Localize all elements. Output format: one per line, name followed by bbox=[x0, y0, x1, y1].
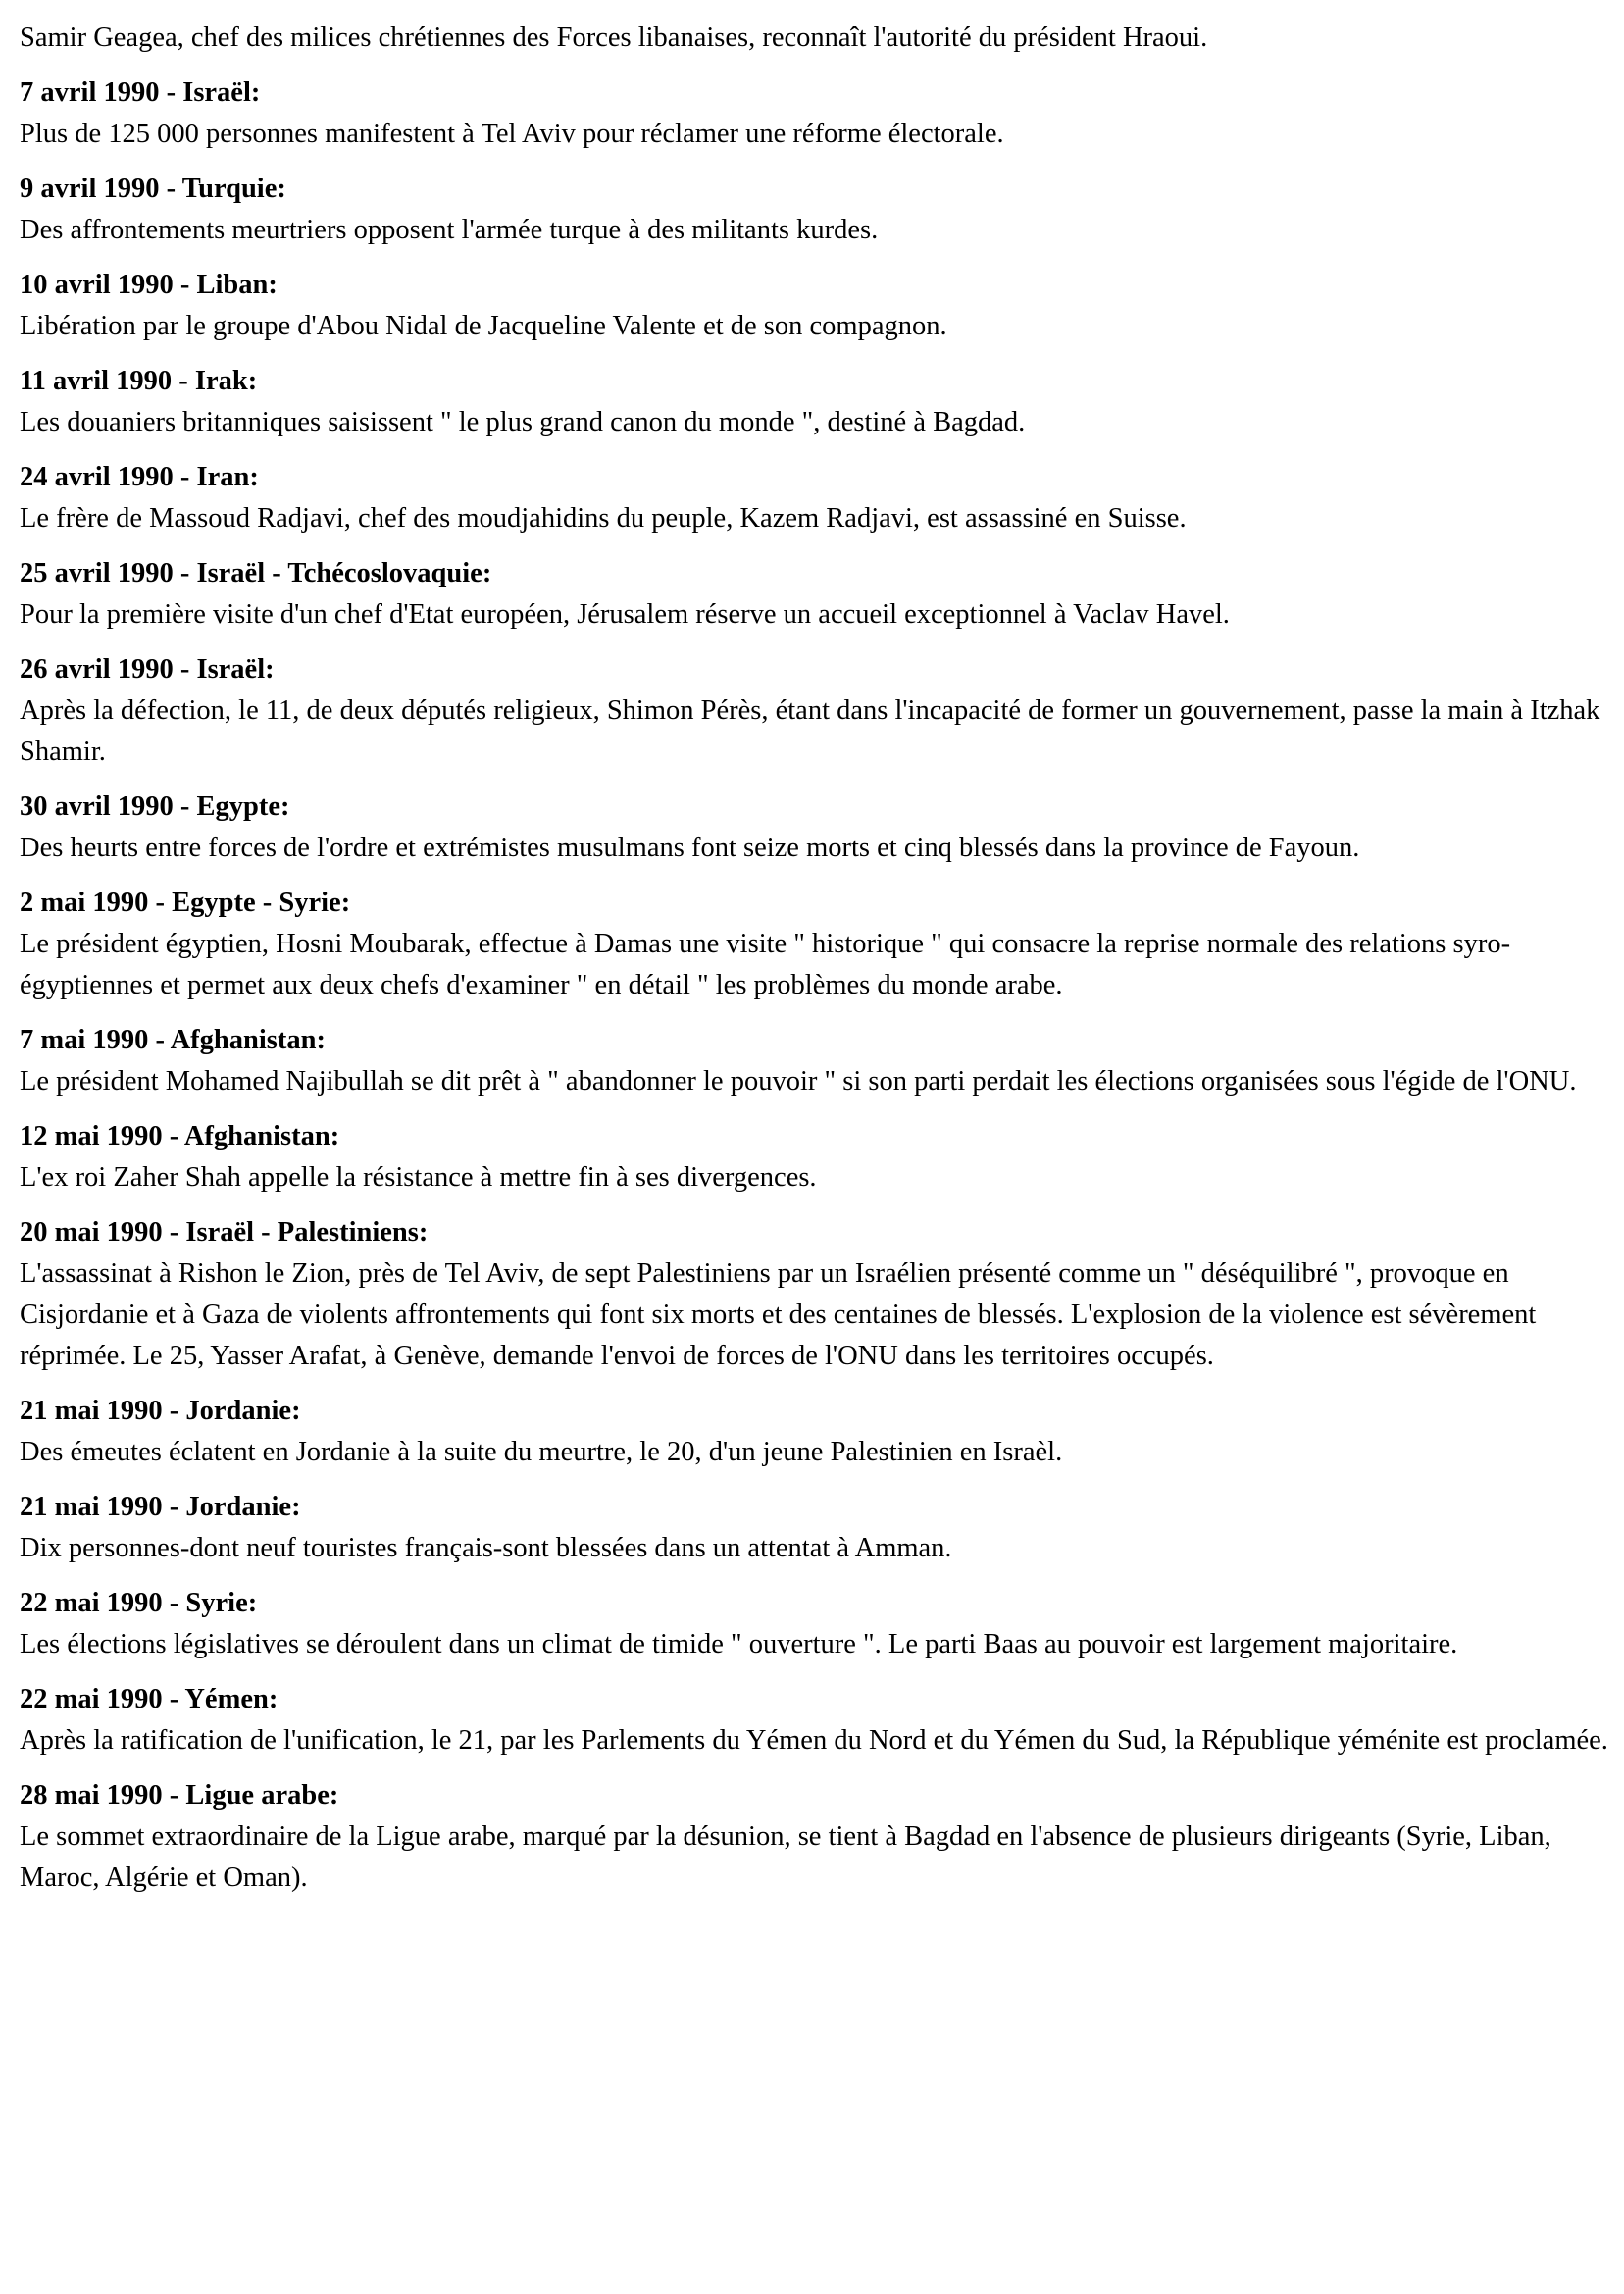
entry-text: Des affrontements meurtriers opposent l'armée turque à des militants kurdes. bbox=[20, 215, 879, 245]
entry-heading: 12 mai 1990 - Afghanistan: bbox=[20, 1121, 340, 1151]
entry-heading: 20 mai 1990 - Israël - Palestiniens: bbox=[20, 1217, 429, 1248]
entry-text: Après la ratification de l'unification, le 21, par les Parlements du Yémen du Nord et du Yémen du Sud, la République yéménite est proclamée. bbox=[20, 1725, 1608, 1756]
entry-text: Le frère de Massoud Radjavi, chef des moudjahidins du peuple, Kazem Radjavi, est assassiné en Suisse. bbox=[20, 503, 1187, 534]
entry-heading: 24 avril 1990 - Iran: bbox=[20, 462, 259, 492]
entry-text: L'assassinat à Rishon le Zion, près de Tel Aviv, de sept Palestiniens par un Israélien présenté comme un " déséquilibré ", provoque en Cisjordanie et à Gaza de violents affrontements qui font six morts et des centaines de blessés. L'explosion de la violence est sévèrement réprimée. Le 25, Yasser Arafat, à Genève, demande l'envoi de forces de l'ONU dans les territoires occupés. bbox=[20, 1258, 1537, 1371]
entry bbox=[20, 1679, 1608, 1761]
entry bbox=[20, 1391, 1608, 1473]
entry-text: Pour la première visite d'un chef d'Etat européen, Jérusalem réserve un accueil exceptionnel à Vaclav Havel. bbox=[20, 599, 1230, 630]
entry bbox=[20, 649, 1608, 773]
entry-heading: 11 avril 1990 - Irak: bbox=[20, 366, 258, 396]
intro-paragraph: Samir Geagea, chef des milices chrétiennes des Forces libanaises, reconnaît l'autorité du président Hraoui. bbox=[20, 23, 1208, 53]
entry bbox=[20, 1583, 1608, 1665]
entry-heading: 2 mai 1990 - Egypte - Syrie: bbox=[20, 888, 351, 918]
entry-text: Libération par le groupe d'Abou Nidal de Jacqueline Valente et de son compagnon. bbox=[20, 311, 947, 341]
entry bbox=[20, 361, 1608, 443]
entry-heading: 7 mai 1990 - Afghanistan: bbox=[20, 1025, 326, 1055]
chronology-document bbox=[20, 18, 1608, 1912]
entry-heading: 9 avril 1990 - Turquie: bbox=[20, 174, 286, 204]
entry bbox=[20, 553, 1608, 636]
entry-text: L'ex roi Zaher Shah appelle la résistance à mettre fin à ses divergences. bbox=[20, 1162, 817, 1193]
entry-heading: 22 mai 1990 - Syrie: bbox=[20, 1588, 258, 1618]
entry bbox=[20, 1487, 1608, 1569]
entry bbox=[20, 787, 1608, 869]
entry-text: Le président Mohamed Najibullah se dit prêt à " abandonner le pouvoir " si son parti perdait les élections organisées sous l'égide de l'ONU. bbox=[20, 1066, 1577, 1096]
entry-text: Les douaniers britanniques saisissent " le plus grand canon du monde ", destiné à Bagdad. bbox=[20, 407, 1026, 437]
entry-heading: 26 avril 1990 - Israël: bbox=[20, 654, 275, 685]
entry bbox=[20, 73, 1608, 155]
entry-heading: 22 mai 1990 - Yémen: bbox=[20, 1684, 279, 1714]
entry-heading: 7 avril 1990 - Israël: bbox=[20, 77, 261, 108]
entry-text: Des émeutes éclatent en Jordanie à la suite du meurtre, le 20, d'un jeune Palestinien en Israèl. bbox=[20, 1437, 1063, 1467]
entry-text: Les élections législatives se déroulent dans un climat de timide " ouverture ". Le parti Baas au pouvoir est largement majoritaire. bbox=[20, 1629, 1458, 1659]
entry-text: Le président égyptien, Hosni Moubarak, effectue à Damas une visite " historique " qui consacre la reprise normale des relations syro-égyptiennes et permet aux deux chefs d'examiner " en détail " les problèmes du monde arabe. bbox=[20, 929, 1511, 1000]
entry bbox=[20, 1020, 1608, 1102]
entry bbox=[20, 457, 1608, 539]
entry bbox=[20, 169, 1608, 251]
entry bbox=[20, 1116, 1608, 1198]
entry-text: Des heurts entre forces de l'ordre et extrémistes musulmans font seize morts et cinq blessés dans la province de Fayoun. bbox=[20, 833, 1360, 863]
entry-text: Dix personnes-dont neuf touristes français-sont blessées dans un attentat à Amman. bbox=[20, 1533, 952, 1563]
entry bbox=[20, 265, 1608, 347]
entry-heading: 28 mai 1990 - Ligue arabe: bbox=[20, 1780, 339, 1810]
entry-text: Après la défection, le 11, de deux députés religieux, Shimon Pérès, étant dans l'incapacité de former un gouvernement, passe la main à Itzhak Shamir. bbox=[20, 695, 1600, 767]
entry-text: Plus de 125 000 personnes manifestent à Tel Aviv pour réclamer une réforme électorale. bbox=[20, 119, 1004, 149]
entry-heading: 25 avril 1990 - Israël - Tchécoslovaquie: bbox=[20, 558, 492, 588]
entry-heading: 30 avril 1990 - Egypte: bbox=[20, 791, 290, 822]
entry bbox=[20, 1212, 1608, 1377]
entry bbox=[20, 1775, 1608, 1899]
entry-heading: 21 mai 1990 - Jordanie: bbox=[20, 1396, 301, 1426]
entry-heading: 10 avril 1990 - Liban: bbox=[20, 270, 278, 300]
entry bbox=[20, 883, 1608, 1006]
entry-heading: 21 mai 1990 - Jordanie: bbox=[20, 1492, 301, 1522]
entry-text: Le sommet extraordinaire de la Ligue arabe, marqué par la désunion, se tient à Bagdad en l'absence de plusieurs dirigeants (Syrie, Liban, Maroc, Algérie et Oman). bbox=[20, 1821, 1551, 1893]
